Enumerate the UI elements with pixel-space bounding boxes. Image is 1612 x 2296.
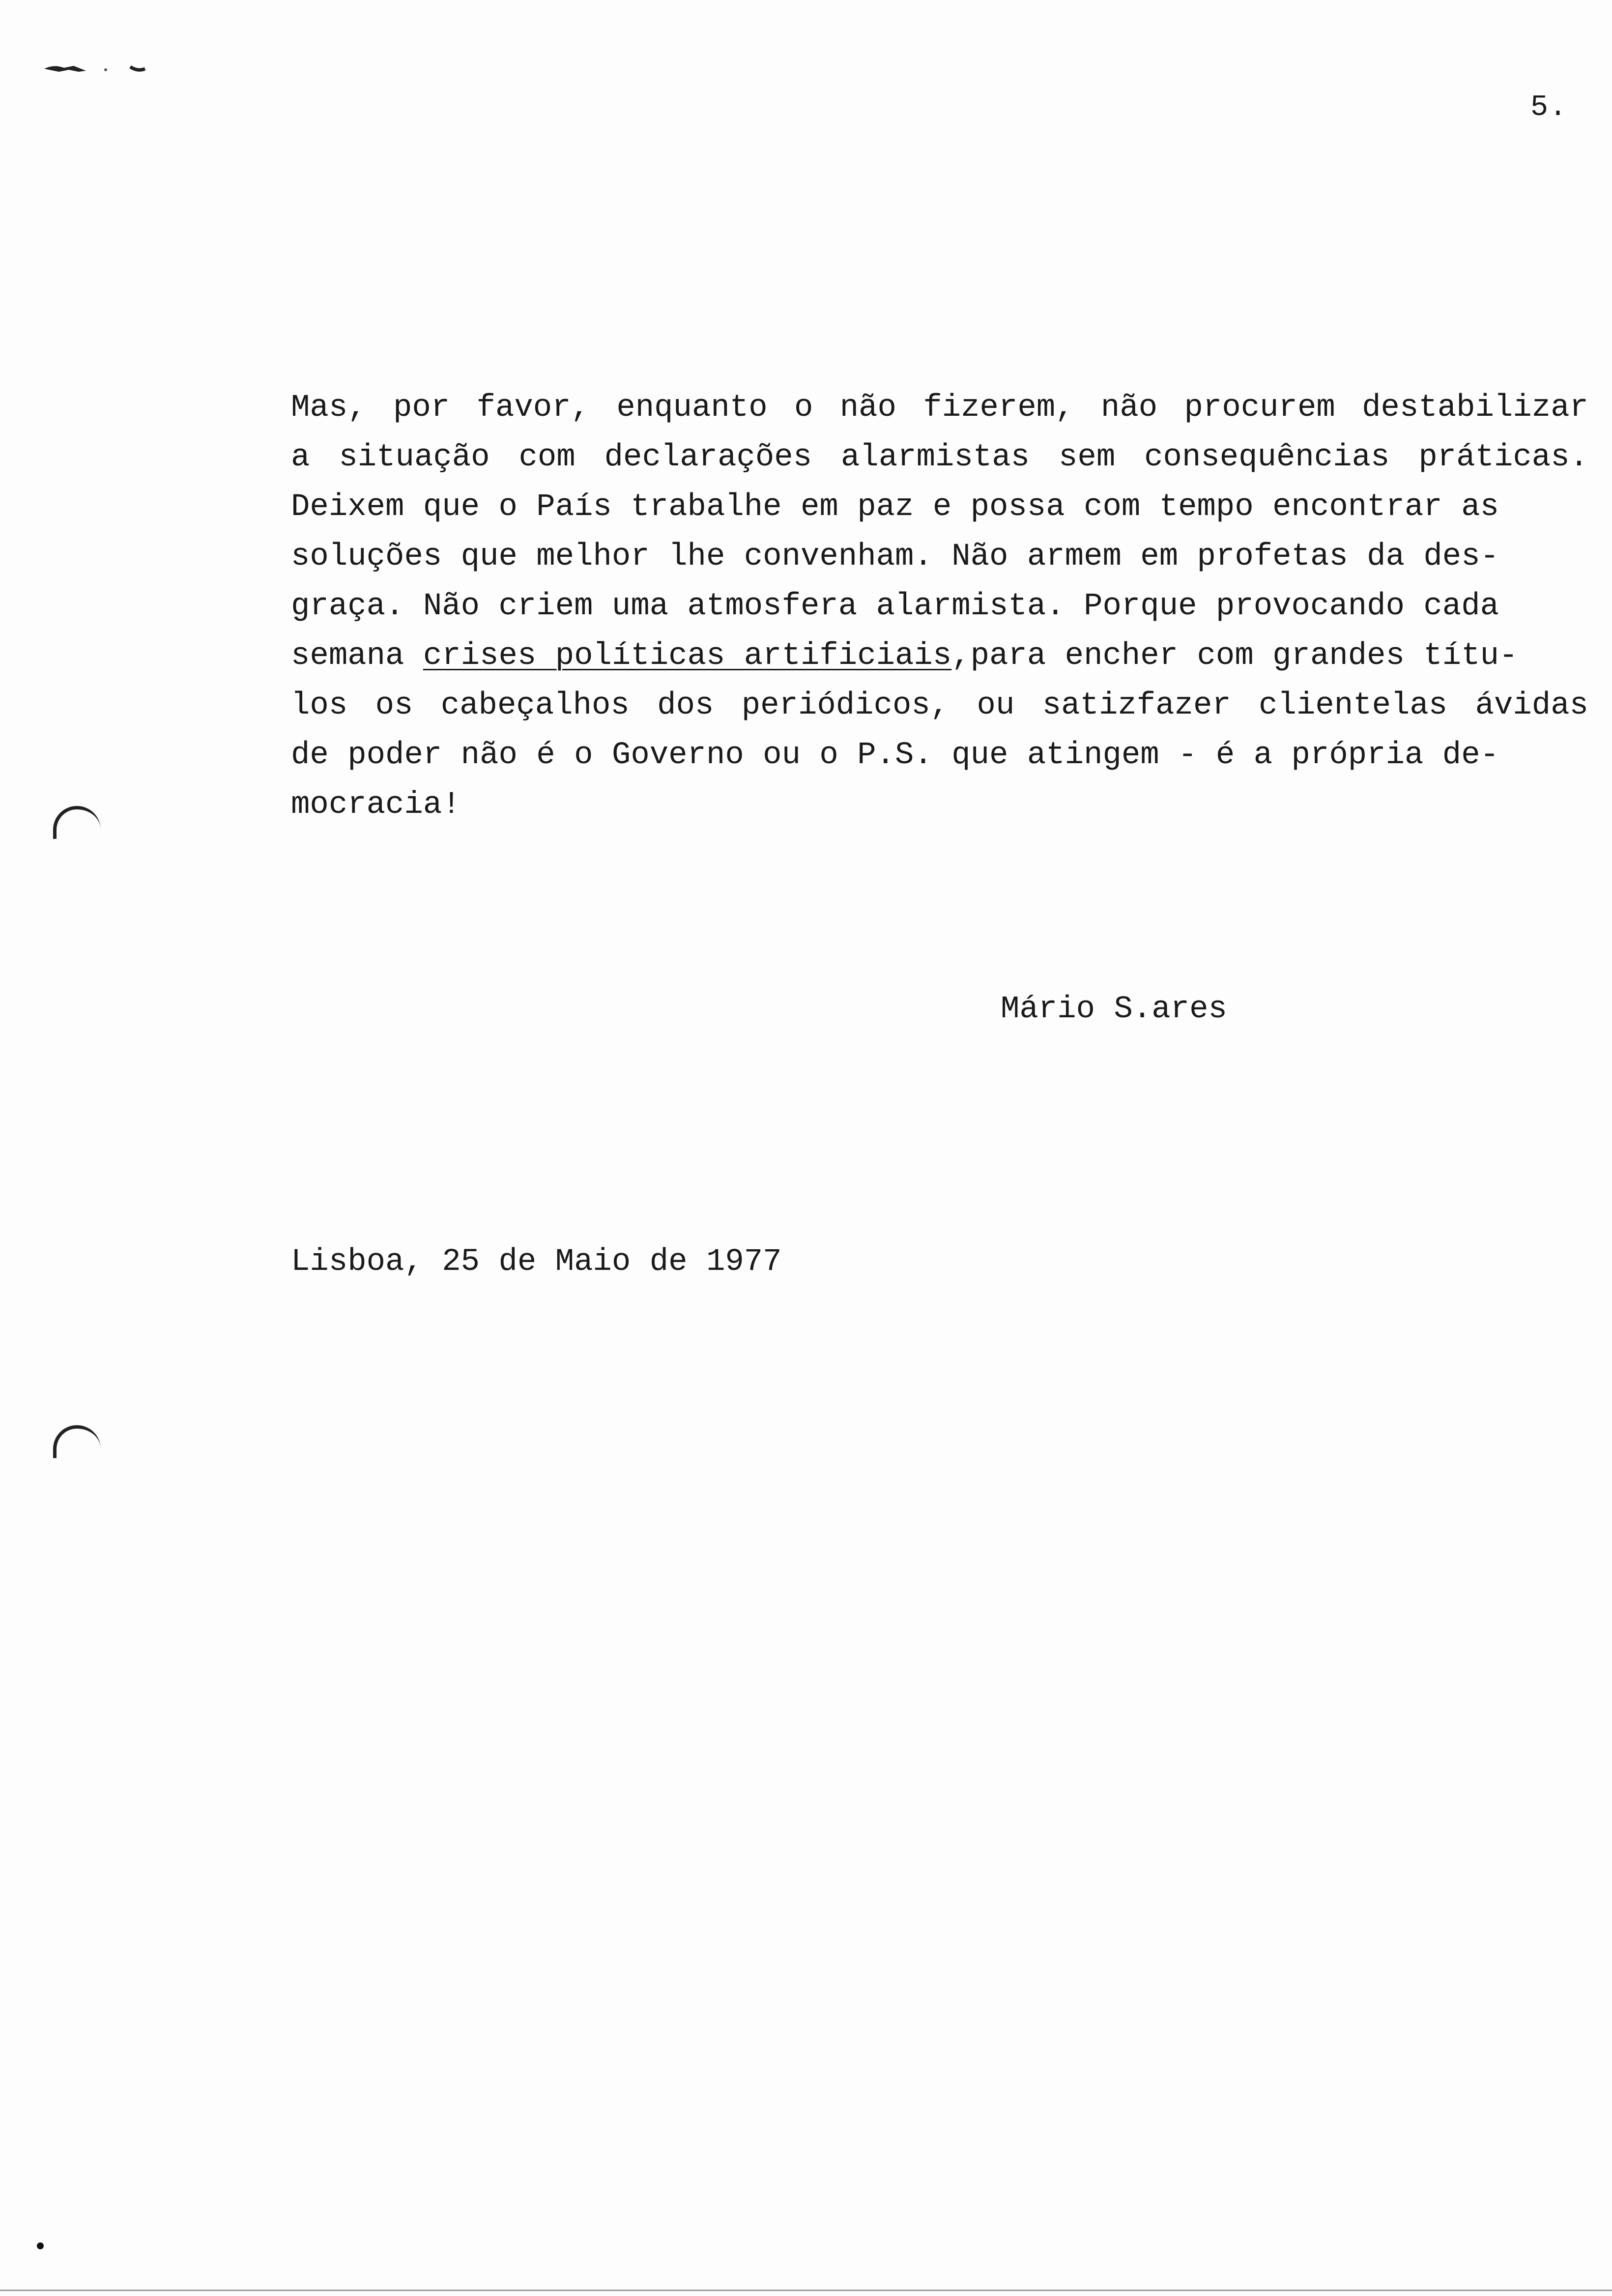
paragraph-line: mocracia!: [291, 787, 461, 823]
underlined-phrase: crises políticas artificiais: [423, 638, 952, 674]
paragraph-line: Mas, por favor, enquanto o não fizerem, não procurem destabilizar: [291, 390, 1588, 426]
paragraph-line: soluções que melhor lhe convenham. Não armem em profetas da des-: [291, 539, 1499, 574]
line-text: semana: [291, 638, 423, 674]
paragraph-line: los os cabeçalhos dos periódicos, ou satizfazer clientelas ávidas: [291, 688, 1588, 723]
scan-dot-icon: [35, 2241, 45, 2251]
paragraph-line: Deixem que o País trabalhe em paz e possa com tempo encontrar as: [291, 489, 1499, 525]
paragraph-line: graça. Não criem uma atmosfera alarmista. Porque provocando cada: [291, 589, 1499, 624]
line-text: ,para encher com grandes títu-: [951, 638, 1518, 674]
page-number: 5.: [1530, 91, 1568, 124]
punch-hole-mark: [53, 1425, 101, 1458]
signature: Mário S.ares: [1001, 992, 1227, 1027]
paragraph-line: a situação com declarações alarmistas sem consequências práticas.: [291, 440, 1588, 475]
paragraph-line: de poder não é o Governo ou o P.S. que atingem - é a própria de-: [291, 738, 1499, 773]
place-date: Lisboa, 25 de Maio de 1977: [291, 1244, 782, 1280]
page-edge-divider: [0, 2290, 1612, 2291]
scan-smudge-icon: [39, 54, 157, 84]
paragraph-line: [291, 631, 1588, 681]
body-paragraph: [291, 383, 1588, 830]
punch-hole-mark: [53, 806, 101, 839]
